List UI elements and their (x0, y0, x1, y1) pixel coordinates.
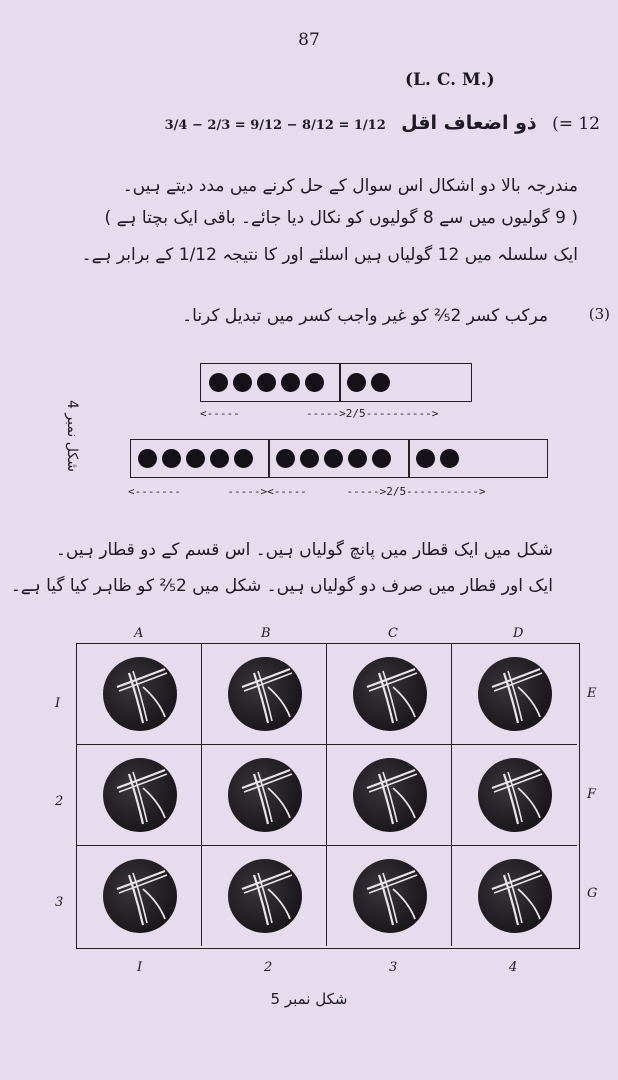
column-label-a: A (134, 626, 144, 641)
marble-icon (478, 758, 552, 832)
description-1: شکل میں ایک قطار میں پانچ گولیاں ہیں۔ اس قسم کے دو قطار ہیں۔ (55, 540, 553, 560)
bottom-label-2: 2 (264, 960, 273, 975)
strip-bottom (130, 439, 548, 478)
figure-5-caption: شکل نمبر 5 (270, 990, 348, 1008)
grid-cell (452, 644, 577, 745)
strip-top (200, 363, 472, 402)
dim-label-bottom: 2/5 (386, 485, 407, 498)
column-label-c: C (388, 626, 398, 641)
equation-urdu-term: ذو اضعاف اقل (401, 112, 537, 134)
column-label-b: B (261, 626, 271, 641)
grid-cell (202, 644, 327, 745)
grid-cell (202, 745, 327, 846)
row-label-2: 2 (55, 794, 64, 809)
marble-dot (371, 373, 390, 392)
row-label-g: G (587, 886, 598, 901)
marble-icon (353, 758, 427, 832)
figure-4-caption: شکل نمبر 4 (64, 400, 80, 472)
marble-dot (210, 449, 229, 468)
row-label-3: 3 (55, 895, 64, 910)
grid-cell (452, 846, 577, 947)
grid-cell (327, 745, 452, 846)
bottom-label-4: 4 (509, 960, 518, 975)
marble-icon (103, 657, 177, 731)
marble-icon (353, 859, 427, 933)
marble-dot (257, 373, 276, 392)
paragraph-1: مندرجہ بالا دو اشکال اس سوال کے حل کرنے میں مدد دیتے ہیں۔ (122, 176, 578, 196)
marble-dot (372, 449, 391, 468)
page-number: 87 (298, 30, 320, 50)
marble-icon (478, 657, 552, 731)
marble-icon (228, 657, 302, 731)
strip-divider (408, 440, 410, 477)
marble-dot (300, 449, 319, 468)
marble-dot (347, 373, 366, 392)
bottom-label-3: 3 (389, 960, 398, 975)
marble-dot (162, 449, 181, 468)
marble-icon (228, 758, 302, 832)
equation-expression: 3/4 − 2/3 = 9/12 − 8/12 = 1/12 (164, 118, 386, 133)
dimension-line-bottom: <------- -----><----- ----->2/5-----------> (128, 485, 486, 498)
grid-cell (77, 846, 202, 947)
dimension-line-top: <----- ----->2/5----------> (200, 407, 439, 420)
row-label-e: E (587, 686, 597, 701)
strip-divider (339, 364, 341, 401)
marble-dot (234, 449, 253, 468)
marble-grid (76, 643, 580, 949)
marble-dot (186, 449, 205, 468)
bottom-label-1: I (137, 960, 143, 975)
marble-icon (353, 657, 427, 731)
marble-dot (348, 449, 367, 468)
grid-cell (77, 644, 202, 745)
equation-line (0, 112, 600, 134)
grid-cell (77, 745, 202, 846)
marble-icon (103, 758, 177, 832)
marble-dot (305, 373, 324, 392)
paragraph-3: ایک سلسلہ میں 12 گولیاں ہیں اسلئے اور کا نتیجہ 1/12 کے برابر ہے۔ (81, 245, 578, 265)
dim-label-top: 2/5 (345, 407, 366, 420)
grid-cell (327, 644, 452, 745)
row-label-f: F (587, 787, 597, 802)
section-heading: مرکب کسر 2⅖ کو غیر واجب کسر میں تبدیل کرنا۔ (182, 306, 548, 326)
marble-icon (103, 859, 177, 933)
marble-dot (324, 449, 343, 468)
grid-cell (452, 745, 577, 846)
column-label-d: D (513, 626, 524, 641)
marble-icon (228, 859, 302, 933)
row-label-1: I (55, 696, 61, 711)
marble-dot (209, 373, 228, 392)
equation-value: (= 12 (552, 114, 600, 134)
marble-icon (478, 859, 552, 933)
paragraph-2: ( 9 گولیوں میں سے 8 گولیوں کو نکال دیا جائے۔ باقی ایک بچتا ہے ) (104, 208, 578, 228)
section-number: (3) (588, 305, 610, 323)
marble-dot (440, 449, 459, 468)
strip-divider (268, 440, 270, 477)
lcm-label: (L. C. M.) (405, 70, 495, 90)
grid-cell (202, 846, 327, 947)
description-2: ایک اور قطار میں صرف دو گولیاں ہیں۔ شکل میں 2⅖ کو ظاہر کیا گیا ہے۔ (10, 576, 553, 596)
marble-dot (281, 373, 300, 392)
marble-dot (233, 373, 252, 392)
marble-dot (276, 449, 295, 468)
marble-dot (416, 449, 435, 468)
grid-cell (327, 846, 452, 947)
marble-dot (138, 449, 157, 468)
